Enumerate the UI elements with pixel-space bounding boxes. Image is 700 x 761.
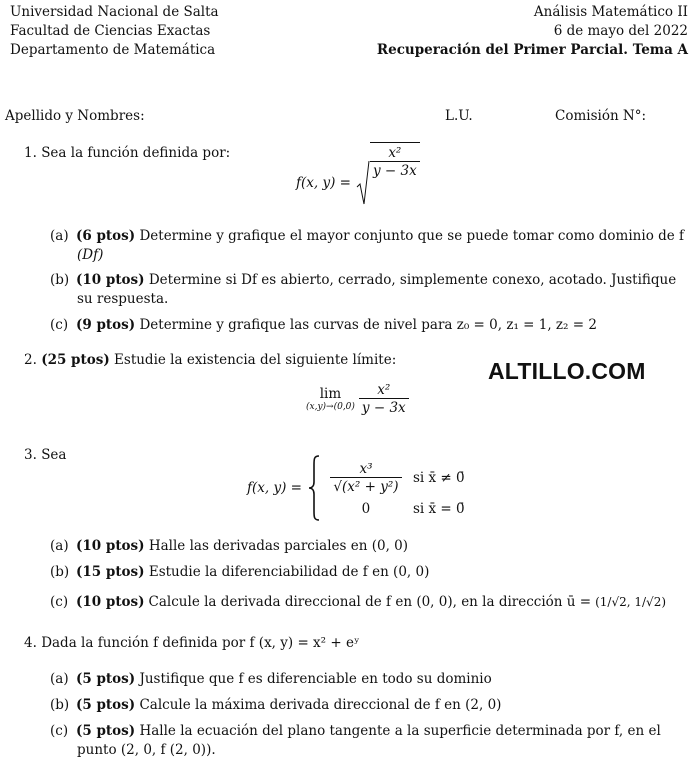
q1-item-c: (c) (9 ptos) Determine y grafique las curvas de nivel para z₀ = 0, z₁ = 1, z₂ = 2 [50,317,597,333]
q1-intro: 1. Sea la función definida por: [24,145,231,161]
q2-limit-formula: lim (x,y)→(0,0) $\frac{\text{x²}}{y - 3x}$ [306,382,409,416]
header-left [10,3,219,60]
q4-item-c: (c) (5 ptos) Halle la ecuación del plano tangente a la superficie determinada por f, en el [50,723,661,739]
header-right [377,3,688,60]
department-name: Departamento de Matemática [10,42,216,58]
q2-fraction: $\frac{\text{x²}}{y - 3x}$ [359,382,409,416]
exam-date: 6 de mayo del 2022 [553,23,688,39]
q1-sqrt-fraction: $\frac{\text{x²}}{y - 3x}$ [370,142,420,179]
q3-intro: 3. Sea [24,447,67,463]
q4-intro: 4. Dada la función f definida por f (x, y) = x² + eʸ [24,635,360,651]
commission-field-label: Comisión N°: [555,108,647,124]
q4-item-a: (a) (5 ptos) Justifique que f es diferenciable en todo su dominio [50,671,492,687]
q3-piecewise: f(x, y) = $\frac{\text{x³}}{\text{√(x² + y²)}}$ si x̄ ≠ 0̄ 0 si x̄ = 0̄ [247,455,465,521]
exam-title: Recuperación del Primer Parcial. Tema A [376,42,688,58]
q4-item-b: (b) (5 ptos) Calcule la máxima derivada direccional de f en (2, 0) [50,697,502,713]
q3-item-b: (b) (15 ptos) Estudie la diferenciabilidad de f en (0, 0) [50,564,430,580]
q1-item-b: (b) (10 ptos) Determine si Df es abierto, cerrado, simplemente conexo, acotado. Justifique [50,272,677,288]
course-name: Análisis Matemático II [533,4,688,20]
altillo-watermark: ALTILLO.COM [488,358,646,384]
sqrt-sign-icon [356,160,370,206]
brace-icon [307,455,321,521]
q1-formula: f(x, y) = $\frac{\text{x²}}{y - 3x}$ [296,160,420,206]
q2-intro: 2. (25 ptos) Estudie la existencia del siguiente límite: [24,352,397,368]
q3-item-a: (a) (10 ptos) Halle las derivadas parciales en (0, 0) [50,538,409,554]
q1-item-b-cont: su respuesta. [77,291,169,307]
q1-item-a-cont: (Df) [77,247,104,263]
direction-vector: (1/√2, 1/√2) [595,595,667,609]
name-field-label: Apellido y Nombres: [5,108,145,124]
lu-field-label: L.U. [445,108,473,124]
university-name: Universidad Nacional de Salta [10,4,219,20]
faculty-name: Facultad de Ciencias Exactas [10,23,211,39]
q3-item-c: (c) (10 ptos) Calcule la derivada direccional de f en (0, 0), en la dirección ū = (1/√2, 1/√2) [50,594,667,610]
q4-item-c-cont: punto (2, 0, f (2, 0)). [77,742,216,758]
q1-item-a: (a) (6 ptos) Determine y grafique el mayor conjunto que se puede tomar como dominio de f [50,228,685,244]
